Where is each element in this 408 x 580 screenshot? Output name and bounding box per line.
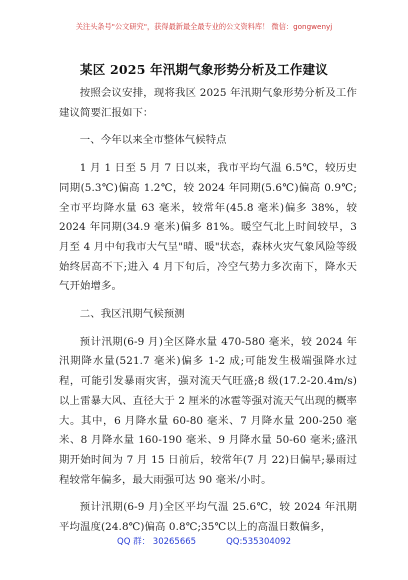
section-heading-1: 一、今年以来全市整体气候特点 [79,134,227,147]
paragraph-temperature-forecast: 预计汛期(6-9 月)全区平均气温 25.6℃，较 2024 年汛期平均温度(24.8℃)偏高 0.8℃;35℃以上的高温日数偏多， [59,501,357,534]
header-banner: 关注头条号"公文研究"，获得最新最全最专业的公文资料库！ 微信：gongwenyj [75,22,333,31]
paragraph-intro: 按照会议安排，现将我区 2025 年汛期气象形势分析及工作建议简要汇报如下： [59,87,357,119]
footer-qq[interactable]: QQ:535304092 [226,537,291,547]
section-heading-2: 二、我区汛期气候预测 [79,308,185,321]
document-title: 某区 2025 年汛期气象形势分析及工作建议 [80,62,328,77]
paragraph-climate-features: 1 月 1 日至 5 月 7 日以来，我市平均气温 6.5℃，较历史同期(5.3℃)偏高 1.2℃，较 2024 年同期(5.6℃)偏高 0.9℃;全市平均降水量 63 毫米，较常年(45.8 毫米)偏多 38%，较 2024 年同期(34.9 毫米)偏多 81%。暖空气北上时间较早，3 月至 4 月中旬我市大气呈"晴、暖"状态，森林火灾气象风险等级始终居高不下;进入 4 月下旬后，冷空气势力多次南下，降水天气开始增多。 [59,162,357,293]
footer-contact-bar [0,535,408,547]
footer-qq-group[interactable]: QQ 群： 30265665 [117,537,197,547]
document-body [59,84,357,546]
paragraph-precipitation-forecast: 预计汛期(6-9 月)全区降水量 470-580 毫米，较 2024 年汛期降水量(521.7 毫米)偏多 1-2 成;可能发生极端强降水过程，可能引发暴雨灾害，强对流天气旺盛;8 级(17.2-20.4m/s)以上雷暴大风、直径大于 2 厘米的冰雹等强对流天气出现的概率大。其中，6 月降水量 60-80 毫米、7 月降水量 200-250 毫米、8 月降水量 160-190 毫米、9 月降水量 50-60 毫米;盛汛期开始时间为 7 月 15 日前后，较常年(7 月 22)日偏早;暴雨过程较常年偏多，最大雨强可达 90 毫米/小时。 [59,335,357,486]
